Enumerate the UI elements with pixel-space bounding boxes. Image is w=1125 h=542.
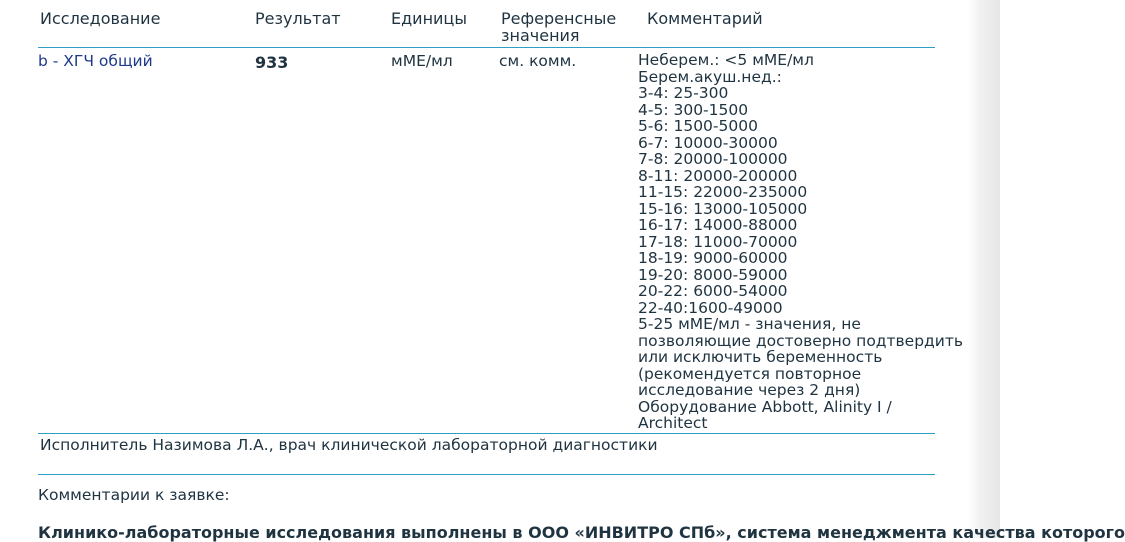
comment-list <box>638 52 963 432</box>
comment-line: 15-16: 13000-105000 <box>638 199 808 218</box>
comment-line: Неберем.: <5 мМЕ/мл <box>638 51 814 69</box>
comment-line: или исключить беременность <box>638 348 883 366</box>
comment-line: 3-4: 25-300 <box>638 84 729 102</box>
header-units: Единицы <box>391 9 467 28</box>
comment-line: 20-22: 6000-54000 <box>638 282 788 300</box>
performer-line: Исполнитель Назимова Л.А., врач клинической лабораторной диагностики <box>40 436 658 454</box>
order-comments-label: Комментарии к заявке: <box>38 486 230 504</box>
comment-line: 16-17: 14000-88000 <box>638 216 798 234</box>
comment-line: 5-6: 1500-5000 <box>638 117 758 135</box>
lab-accreditation-text: Клинико-лабораторные исследования выполнены в ООО «ИНВИТРО СПб», система менеджмента качества которого <box>38 523 1125 542</box>
header-comment: Комментарий <box>647 9 763 28</box>
comment-line: 17-18: 11000-70000 <box>638 232 798 251</box>
comment-line: 8-11: 20000-200000 <box>638 166 798 185</box>
comment-line: 18-19: 9000-60000 <box>638 249 788 267</box>
units-value: мМЕ/мл <box>391 52 453 70</box>
header-reference-line2: значения <box>501 26 580 45</box>
comment-line: 19-20: 8000-59000 <box>638 265 788 284</box>
header-result: Результат <box>255 9 341 28</box>
comment-line: Architect <box>638 414 708 432</box>
header-reference-line1: Референсные <box>501 9 617 28</box>
comment-line: Оборудование Abbott, Alinity I / <box>638 397 892 416</box>
comment-line: 22-40:1600-49000 <box>638 298 783 317</box>
row-rule <box>38 433 935 434</box>
comment-line: исследование через 2 дня) <box>638 381 861 399</box>
header-rule <box>38 47 935 48</box>
comment-line: 7-8: 20000-100000 <box>638 150 788 168</box>
reference-value: см. комм. <box>499 52 577 70</box>
comment-line: позволяющие достоверно подтвердить <box>638 331 964 350</box>
comment-line: 4-5: 300-1500 <box>638 100 749 119</box>
header-study: Исследование <box>40 9 161 28</box>
comment-line: 6-7: 10000-30000 <box>638 133 778 152</box>
header-reference <box>501 11 616 44</box>
performer-rule <box>38 474 935 475</box>
comment-line: (рекомендуется повторное <box>638 364 862 383</box>
comment-line: Берем.акуш.нед.: <box>638 67 782 86</box>
result-value: 933 <box>255 53 289 72</box>
test-name: b - ХГЧ общий <box>38 52 153 70</box>
comment-line: 5-25 мМЕ/мл - значения, не <box>638 315 861 333</box>
page-edge-shadow <box>968 0 1000 538</box>
comment-line: 11-15: 22000-235000 <box>638 183 808 201</box>
